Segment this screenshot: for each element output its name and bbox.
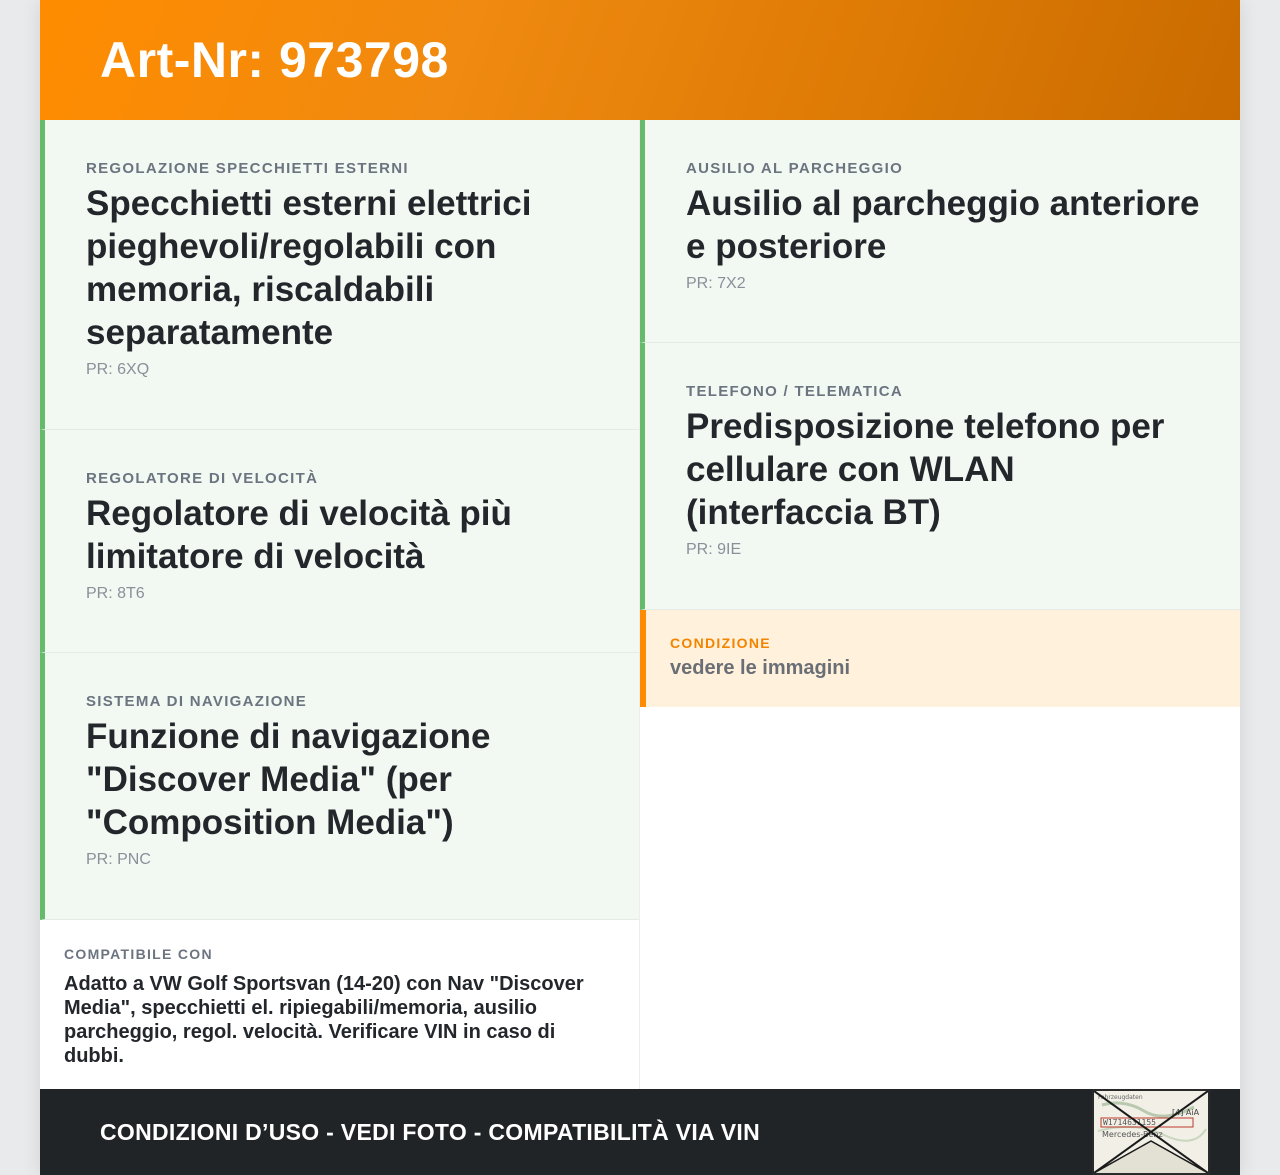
svg-text:W1714631155: W1714631155 [1103, 1118, 1156, 1127]
feature-category: REGOLAZIONE SPECCHIETTI ESTERNI [86, 160, 409, 177]
left-column [40, 120, 640, 1089]
svg-text:Fahrzeugdaten: Fahrzeugdaten [1098, 1094, 1143, 1101]
feature-card-cruise-control [40, 430, 639, 653]
feature-pr-code: PR: 9IE [686, 541, 742, 558]
compatibility-text: Adatto a VW Golf Sportsvan (14-20) con Nav "Discover Media", specchietti el. ripiegabili/memoria, ausilio parcheggio, regol. velocità. Verificare VIN in caso di dubbi. [64, 973, 584, 1067]
article-number-title: Art-Nr: 973798 [100, 32, 449, 88]
footer-text: CONDIZIONI D’USO - VEDI FOTO - COMPATIBILITÀ VIA VIN [100, 1118, 761, 1145]
feature-category: AUSILIO AL PARCHEGGIO [686, 160, 904, 177]
feature-card-parking-aid [640, 120, 1240, 343]
feature-card-mirrors [40, 120, 639, 430]
feature-category: REGOLATORE DI VELOCITÀ [86, 470, 319, 487]
compatibility-block [40, 920, 639, 1068]
svg-text:Mercedes-Benz: Mercedes-Benz [1102, 1130, 1163, 1139]
feature-pr-code: PR: 7X2 [686, 275, 746, 292]
feature-category: TELEFONO / TELEMATICA [686, 383, 904, 400]
right-column [640, 120, 1240, 707]
feature-grid [40, 120, 1240, 1089]
page-container [40, 0, 1240, 1175]
compatibility-label: COMPATIBILE CON [64, 946, 213, 962]
feature-pr-code: PR: 8T6 [86, 585, 145, 602]
feature-title: Specchietti esterni elettrici pieghevoli/regolabili con memoria, riscaldabili separatamente [86, 184, 532, 352]
feature-pr-code: PR: 6XQ [86, 361, 150, 378]
condition-block [640, 610, 1240, 707]
envelope-stamp-icon [1094, 1091, 1208, 1173]
feature-pr-code: PR: PNC [86, 851, 151, 868]
svg-text:[4] AiA: [4] AiA [1172, 1108, 1200, 1117]
feature-title: Regolatore di velocità più limitatore di velocità [86, 494, 512, 576]
page-footer [40, 1089, 1240, 1175]
feature-card-telephone [640, 343, 1240, 610]
condition-label: CONDIZIONE [670, 635, 771, 651]
page-header [40, 0, 1240, 120]
feature-category: SISTEMA DI NAVIGAZIONE [86, 693, 308, 710]
vehicle-data-stamp-image [1092, 1089, 1210, 1175]
feature-card-navigation [40, 653, 639, 920]
feature-title: Funzione di navigazione "Discover Media" (per "Composition Media") [86, 717, 491, 842]
feature-title: Ausilio al parcheggio anteriore e posteriore [686, 184, 1200, 266]
condition-value: vedere le immagini [670, 657, 851, 679]
feature-title: Predisposizione telefono per cellulare con WLAN (interfaccia BT) [686, 407, 1165, 532]
